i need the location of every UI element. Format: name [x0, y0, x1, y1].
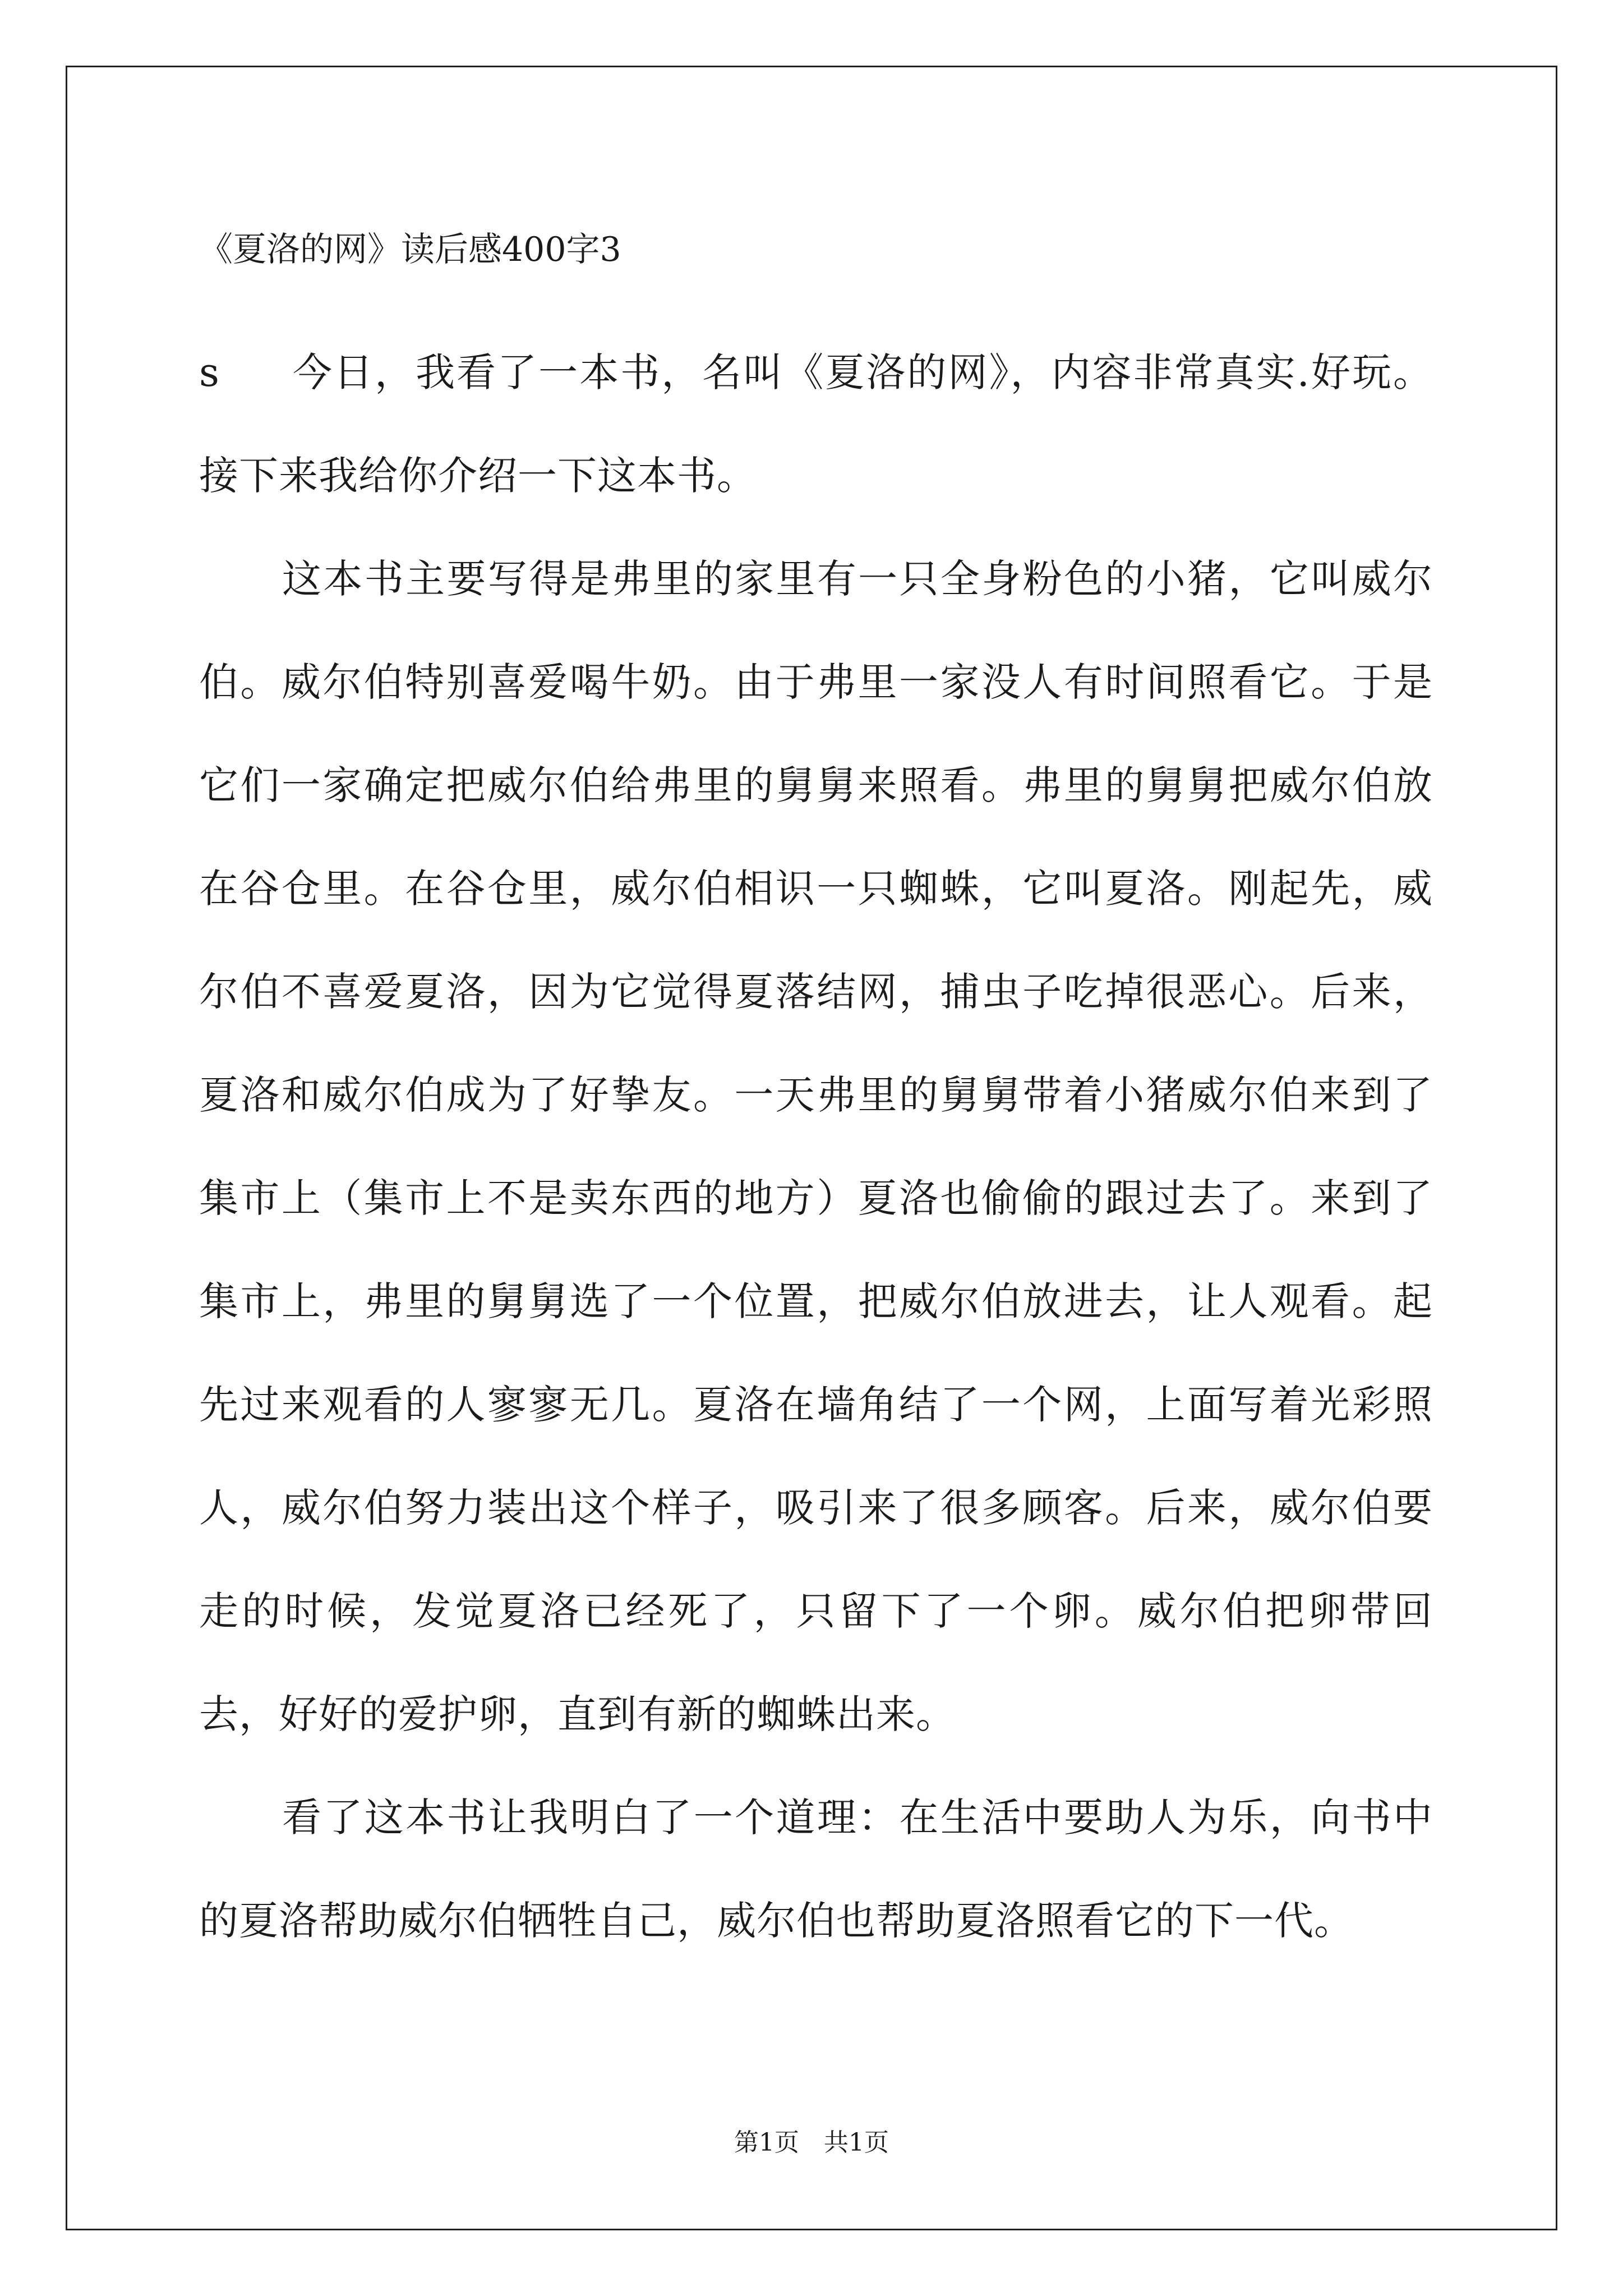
paragraph-2: 这本书主要写得是弗里的家里有一只全身粉色的小猪，它叫威尔伯。威尔伯特别喜爱喝牛奶。由于弗里一家没人有时间照看它。于是它们一家确定把威尔伯给弗里的舅舅来照看。弗里的舅舅把威尔伯放在谷仓里。在谷仓里，威尔伯相识一只蜘蛛，它叫夏洛。刚起先，威尔伯不喜爱夏洛，因为它觉得夏落结网，捕虫子吃掉很恶心。后来，夏洛和威尔伯成为了好挚友。一天弗里的舅舅带着小猪威尔伯来到了集市上（集市上不是卖东西的地方）夏洛也偷偷的跟过去了。来到了集市上，弗里的舅舅选了一个位置，把威尔伯放进去，让人观看。起先过来观看的人寥寥无几。夏洛在墙角结了一个网，上面写着光彩照人，威尔伯努力装出这个样子，吸引来了很多顾客。后来，威尔伯要走的时候，发觉夏洛已经死了，只留下了一个卵。威尔伯把卵带回去，好好的爱护卵，直到有新的蜘蛛出来。 [199, 556, 1433, 1737]
paragraph-1 [199, 321, 1433, 527]
paragraph-1-text: 今日，我看了一本书，名叫《夏洛的网》，内容非常真实.好玩。接下来我给你介绍一下这本书。 [199, 349, 1433, 499]
stray-letter: s [199, 349, 220, 395]
paragraph-3: 看了这本书让我明白了一个道理：在生活中要助人为乐，向书中的夏洛帮助威尔伯牺牲自己，威尔伯也帮助夏洛照看它的下一代。 [199, 1795, 1433, 1944]
document-title: 《夏洛的网》读后感400字3 [199, 230, 621, 269]
page-footer: 第1页 共1页 [734, 2128, 889, 2157]
document-body [199, 219, 1433, 1972]
